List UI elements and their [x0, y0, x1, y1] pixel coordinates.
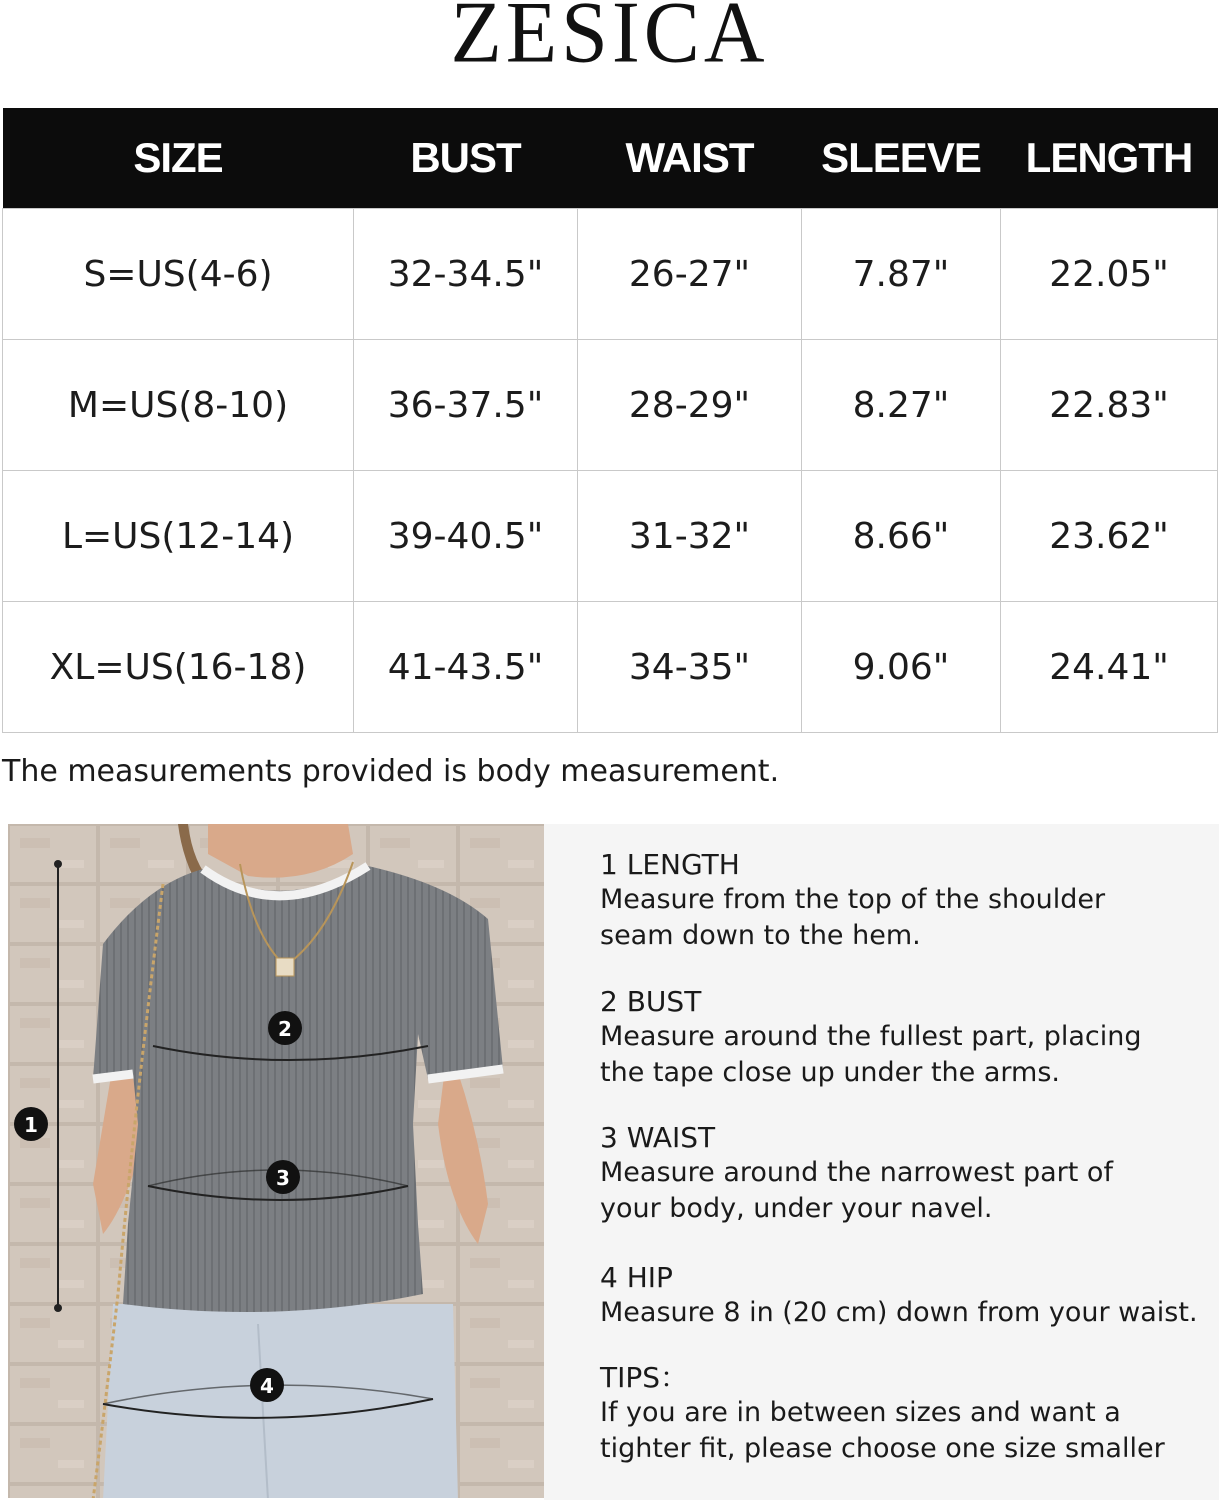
guide-title: 4 HIP — [600, 1261, 673, 1294]
table-row — [3, 340, 1218, 471]
guide-hip — [600, 1261, 1215, 1331]
cell-length: 23.62" — [1001, 471, 1218, 602]
marker-2 — [268, 1011, 302, 1045]
table-row — [3, 602, 1218, 733]
guide-text: Measure 8 in (20 cm) down from your waist. — [600, 1297, 1198, 1328]
svg-text:2: 2 — [278, 1017, 292, 1041]
guide-text: Measure from the top of the shoulder seam down to the hem. — [600, 884, 1106, 951]
guide-length — [600, 848, 1215, 954]
header-waist: WAIST — [578, 108, 802, 209]
cell-bust: 39-40.5" — [354, 471, 578, 602]
size-chart-table — [2, 108, 1218, 733]
cell-sleeve: 7.87" — [802, 209, 1001, 340]
svg-text:4: 4 — [260, 1374, 274, 1398]
necklace-pendant — [276, 958, 294, 976]
guide-tips — [600, 1361, 1215, 1467]
cell-size: M=US(8-10) — [3, 340, 354, 471]
cell-bust: 32-34.5" — [354, 209, 578, 340]
model-illustration — [8, 824, 544, 1498]
guide-text: Measure around the narrowest part of your body, under your navel. — [600, 1157, 1113, 1224]
cell-waist: 31-32" — [578, 471, 802, 602]
marker-4 — [250, 1368, 284, 1402]
cell-sleeve: 8.66" — [802, 471, 1001, 602]
cell-sleeve: 8.27" — [802, 340, 1001, 471]
guide-bust — [600, 985, 1215, 1091]
cell-length: 22.83" — [1001, 340, 1218, 471]
header-length: LENGTH — [1001, 108, 1218, 209]
guide-text: Measure around the fullest part, placing the tape close up under the arms. — [600, 1021, 1142, 1088]
measurement-guide — [544, 824, 1219, 1500]
header-sleeve: SLEEVE — [802, 108, 1001, 209]
table-row — [3, 209, 1218, 340]
table-row — [3, 471, 1218, 602]
cell-size: XL=US(16-18) — [3, 602, 354, 733]
cell-size: S=US(4-6) — [3, 209, 354, 340]
marker-1 — [14, 1107, 48, 1141]
brand-logo: ZESICA — [450, 0, 769, 82]
guide-text: If you are in between sizes and want a tighter fit, please choose one size smaller — [600, 1397, 1165, 1464]
header-size: SIZE — [3, 108, 354, 209]
cell-length: 22.05" — [1001, 209, 1218, 340]
cell-bust: 41-43.5" — [354, 602, 578, 733]
table-header-row — [3, 108, 1218, 209]
cell-waist: 34-35" — [578, 602, 802, 733]
guide-title: TIPS： — [600, 1361, 689, 1394]
cell-size: L=US(12-14) — [3, 471, 354, 602]
model-jeans — [103, 1304, 458, 1498]
cell-sleeve: 9.06" — [802, 602, 1001, 733]
guide-waist — [600, 1121, 1215, 1227]
svg-text:3: 3 — [276, 1166, 290, 1190]
cell-length: 24.41" — [1001, 602, 1218, 733]
guide-title: 2 BUST — [600, 985, 702, 1018]
measurement-note: The measurements provided is body measurement. — [2, 754, 780, 789]
cell-waist: 26-27" — [578, 209, 802, 340]
cell-waist: 28-29" — [578, 340, 802, 471]
header-bust: BUST — [354, 108, 578, 209]
cell-bust: 36-37.5" — [354, 340, 578, 471]
svg-text:1: 1 — [24, 1113, 38, 1137]
guide-title: 1 LENGTH — [600, 848, 740, 881]
marker-3 — [266, 1160, 300, 1194]
guide-title: 3 WAIST — [600, 1121, 716, 1154]
model-photo — [8, 824, 544, 1498]
